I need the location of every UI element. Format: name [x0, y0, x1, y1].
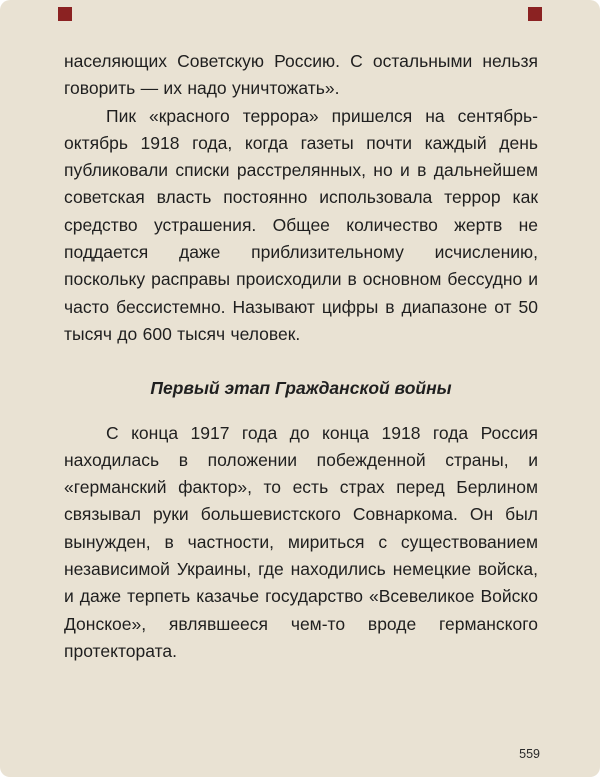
text-block: [64, 48, 538, 665]
section-heading: Первый этап Гражданской войны: [150, 378, 452, 399]
corner-mark-right-icon: [528, 7, 542, 21]
paragraph: населяющих Советскую Россию. С остальными нельзя говорить — их надо уничтожать».: [64, 51, 538, 99]
corner-mark-left-icon: [58, 7, 72, 21]
page-number: 559: [519, 747, 540, 761]
paragraph: С конца 1917 года до конца 1918 года Россия находилась в положении побежденной страны, и «германский фактор», то есть страх перед Берлином связывал руки большевистского Совнаркома. Он был вынужден, в частности, мириться с существованием независимой Украины, где находились немецкие войска, и даже терпеть казачье государство «Всевеликое Войско Донское», являвшееся чем-то вроде германского протектората.: [64, 422, 538, 661]
paragraph: Пик «красного террора» пришелся на сентябрь-октябрь 1918 года, когда газеты почти каждый день публиковали списки расстрелянных, но и в дальнейшем советская власть постоянно использовала террор как средство устрашения. Общее количество жертв не поддается даже приблизительному исчислению, поскольку расправы происходили в основном бессудно и часто бессистемно. Называют цифры в диапазоне от 50 тысяч до 600 тысяч человек.: [64, 105, 538, 344]
